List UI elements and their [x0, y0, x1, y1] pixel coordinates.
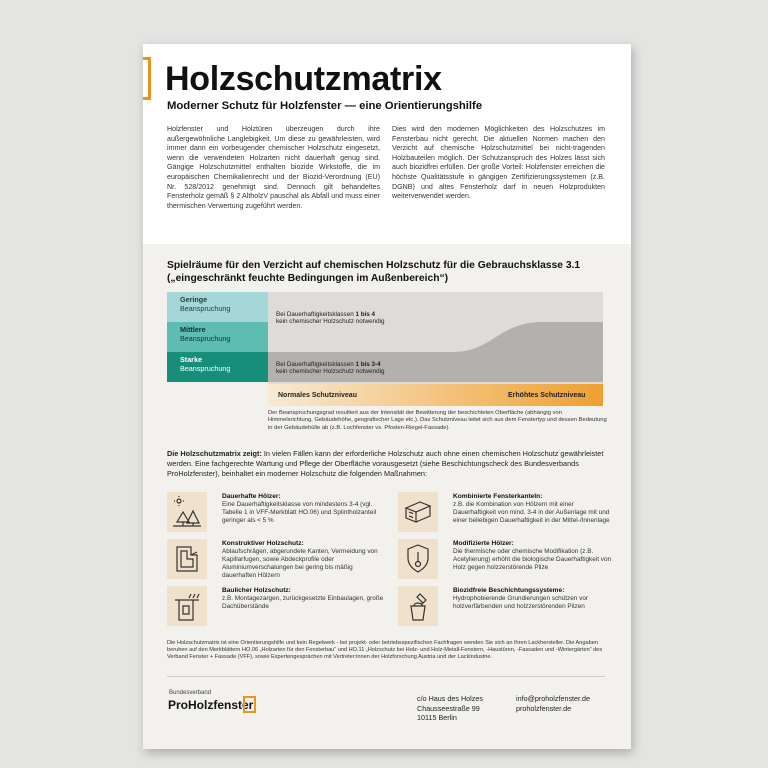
- band-medium-label: Mittlere: [180, 325, 206, 334]
- title-accent-bracket: [143, 57, 151, 100]
- measure-title: Kombinierte Fensterkanteln:: [453, 493, 543, 500]
- measure-title: Biozidfreie Beschichtungssysteme:: [453, 587, 565, 594]
- axis-normal-level: Normales Schutzniveau: [278, 392, 357, 399]
- measure-modified-woods: [398, 539, 612, 579]
- disclaimer-footnote: Die Holzschutzmatrix ist eine Orientierungshilfe und kein Regelwerk - bei projekt- oder betriebsspezifischen Fachfragen wenden Sie sich an Ihren Lackhersteller. Die Angaben beruhen auf den Merkblättern HO.06 „Holzarten für den Fensterbau“ und HO.11 „Holzschutz bei Holz- und Holz-Metall-Fenstern, -Haustüren, -Fassaden und -Wintergärten“ des Verband Fenster + Fassade (VFF), sowie Expertengesprächen mit Vertreter:innen der Holzforschung Austria und der Lackindustrie.: [167, 640, 603, 661]
- measure-combined-kanteln: [398, 492, 608, 532]
- chart-upper-label: Bei Dauerhaftigkeitsklassen 1 bis 4 kein chemischer Holzschutz notwendig: [276, 311, 385, 326]
- band-high-stress: [167, 352, 268, 382]
- footer-website: proholzfenster.de: [516, 703, 572, 713]
- measure-durable-woods: [167, 492, 377, 532]
- chart-lower-label: Bei Dauerhaftigkeitsklassen 1 bis 3-4 kein chemischer Holzschutz notwendig: [276, 361, 385, 376]
- matrix-section-title: Spielräume für den Verzicht auf chemischen Holzschutz für die Gebrauchsklasse 3.1 („eingeschränkt feuchte Bedingungen im Außenbereich“): [167, 260, 581, 284]
- footer-email: info@proholzfenster.de: [516, 694, 591, 703]
- measure-title: Modifizierte Hölzer:: [453, 540, 514, 547]
- chart-explanation-note: Der Beanspruchungsgrad resultiert aus der Intensität der Bewitterung der beschichteten Oberfläche (abhängig von Himmelsrichtung, Gebäudehöhe, geografischer Lage etc.). Das Schutzniveau leitet sich aus dem Fenstertyp und dessen Bedeutung in der Gebäudehülle ab (z.B. Lochfenster vs. Pfosten-Riegel-Fassade).: [268, 410, 607, 431]
- band-high-sublabel: Beanspruchung: [180, 363, 231, 373]
- matrix-summary-text: Die Holzschutzmatrix zeigt: In vielen Fällen kann der erforderliche Holzschutz auch ohne einen chemischen Holzschutz gewährleistet werden. Eine fachgerechte Wartung und Pflege der Oberfläche vorausgesetzt (siehe Beschichtungscheck des Bundesverbands ProHolzfenster), beinhaltet ein moderner Holzschutz die folgenden Maßnahmen:: [167, 449, 604, 478]
- band-low-stress: [167, 292, 268, 322]
- trees-icon: [167, 492, 207, 532]
- logo-accent-box: [243, 696, 256, 713]
- band-low-label: Geringe: [180, 295, 208, 304]
- logo-wordmark: ProHolzfenster: [168, 698, 253, 712]
- measure-structural-protection: [167, 586, 384, 626]
- measure-biocide-free-coatings: [398, 586, 608, 626]
- band-low-sublabel: Beanspruchung: [180, 303, 231, 313]
- footer-address: c/o Haus des Holzes Chausseestraße 99 10115 Berlin: [417, 694, 483, 723]
- intro-column-right: Dies wird den modernen Möglichkeiten des Holzschutzes im Fensterbau nicht gerecht. Die aktuellen Normen machen den Verzicht auf chemische Holzschutzmittel bei nicht-tragenden Holzbauteilen möglich. Der Schutzanspruch des Holzes lässt sich auch biozidfrei erfüllen. Der große Vorteil: Holzfenster erreichen die höchste Qualitätsstufe in gängigen Zertifizierungssystemen (z.B. DGNB) und altes Fensterholz darf in neuen Holzprodukten weiterverwendet werden.: [392, 125, 605, 201]
- measure-title: Baulicher Holzschutz:: [222, 587, 291, 594]
- footer-divider: [167, 676, 605, 677]
- measure-text: Hydrophobierende Grundierungen schützen vor holzverfärbenden und holzzerstörenden Pilzen: [453, 595, 588, 611]
- protection-matrix-chart: [268, 292, 603, 406]
- building-rain-icon: [167, 586, 207, 626]
- page-title: Holzschutzmatrix: [165, 60, 442, 98]
- measure-constructive-protection: [167, 539, 377, 579]
- logo-org-type: Bundesverband: [169, 690, 212, 696]
- measure-title: Konstruktiver Holzschutz:: [222, 540, 304, 547]
- page-subtitle: Moderner Schutz für Holzfenster — eine Orientierungshilfe: [167, 100, 483, 112]
- footer-contact: [516, 694, 590, 713]
- intro-column-left: Holzfenster und Holztüren überzeugen durch ihre außergewöhnliche Langlebigkeit. Um diese zu gewährleisten, wird immer dann ein vorbeugender chemischer Holzschutz eingesetzt, wenn die verwendeten Holzarten nicht dauerhaft genug sind. Gängige Holzschutzmittel enthalten biozide Wirkstoffe, die im europäischen Chemikalienrecht und der Biozid-Verordnung (EU) Nr. 528/2012 genehmigt sind. Dennoch gilt behandeltes Fensterholz gemäß § 2 AltholzV pauschal als Abfall und muss einer thermischen Verwertung zugeführt werden.: [167, 125, 380, 210]
- measure-text: Eine Dauerhaftigkeitsklasse von mindestens 3-4 (vgl. Tabelle 1 in VFF-Merkblatt HO.06) und Splintholzanteil geringer als < 5 %: [222, 501, 377, 525]
- measure-text: Ablaufschrägen, abgerundete Kanten, Vermeidung von Kapillarfugen, sowie Abdeckprofile oder Aluminiumverschalungen bei gering bis mäßig dauerhaften Hölzern: [222, 548, 378, 580]
- band-high-label: Starke: [180, 355, 202, 364]
- measure-title: Dauerhafte Hölzer:: [222, 493, 281, 500]
- band-medium-sublabel: Beanspruchung: [180, 333, 231, 343]
- band-medium-stress: [167, 322, 268, 352]
- timber-layers-icon: [398, 492, 438, 532]
- paint-bucket-icon: [398, 586, 438, 626]
- measure-text: z.B. die Kombination von Hölzern mit einer Dauerhaftigkeit von mind. 3-4 in der Außenlage mit und einer beliebigen Dauerhaftigkeit in der Mittel-/Innenlage: [453, 501, 610, 525]
- thermometer-shield-icon: [398, 539, 438, 579]
- measure-text: z.B. Montagezargen, zurückgesetzte Einbaulagen, große Dachüberstände: [222, 595, 384, 611]
- measure-text: Die thermische oder chemische Modifikation (z.B. Acetylierung) erhöht die biologische Dauerhaftigkeit von Holz gegen holzzerstörende Pilze: [453, 548, 612, 572]
- window-profile-icon: [167, 539, 207, 579]
- axis-elevated-level: Erhöhtes Schutzniveau: [508, 392, 586, 399]
